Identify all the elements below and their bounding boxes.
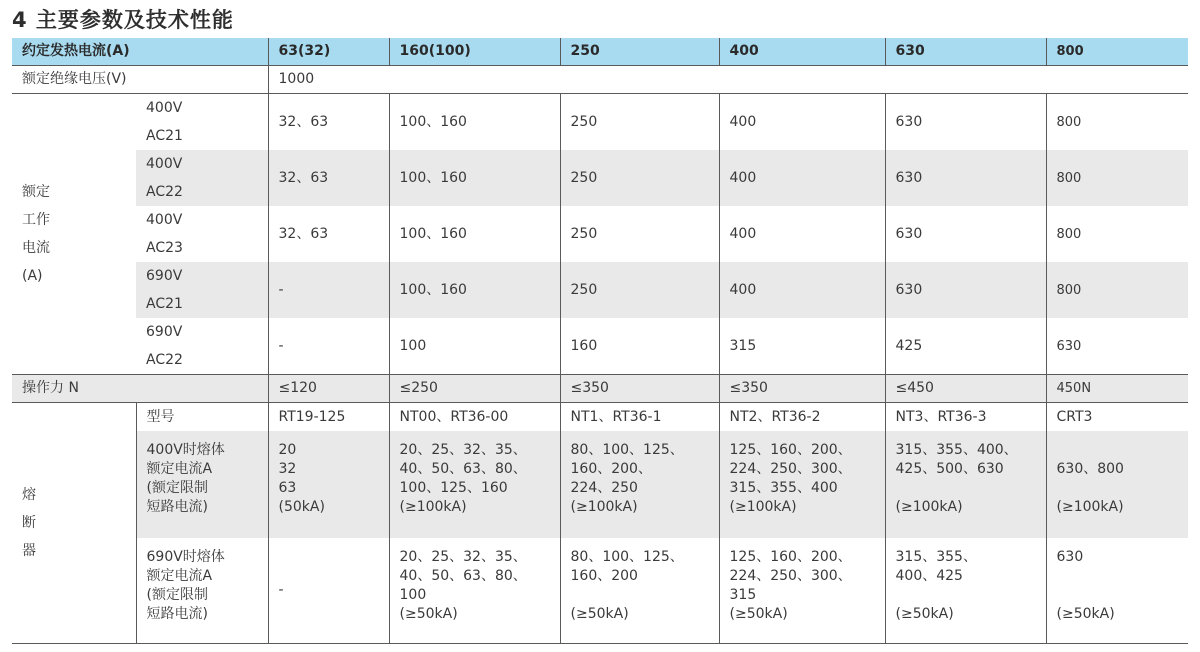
sub-label: 690V AC21	[136, 262, 268, 318]
table-cell: 160	[560, 318, 719, 375]
table-cell: 250	[560, 94, 719, 151]
table-cell: 450N	[1046, 375, 1188, 403]
table-row	[12, 431, 1188, 538]
table-cell: 100	[389, 318, 560, 375]
table-cell: -	[268, 538, 389, 644]
table-cell: 630	[885, 206, 1046, 262]
fuse-label: 熔 断 器	[12, 403, 136, 644]
parameters-table	[12, 38, 1188, 644]
table-row	[12, 375, 1188, 403]
table-cell: 800	[1046, 150, 1188, 206]
table-cell: 400	[719, 94, 885, 151]
table-cell: 425	[885, 318, 1046, 375]
operating-force-label: 操作力 N	[12, 375, 268, 403]
table-row	[12, 318, 1188, 375]
table-header-row	[12, 38, 1188, 66]
table-cell: 100、160	[389, 206, 560, 262]
table-cell: ≤350	[719, 375, 885, 403]
table-cell: 630	[1046, 318, 1188, 375]
table-cell: 32、63	[268, 206, 389, 262]
header-label: 约定发热电流(A)	[12, 38, 268, 66]
sub-label: 400V AC23	[146, 212, 183, 256]
table-cell: 630	[885, 150, 1046, 206]
insulation-value: 1000	[268, 66, 1188, 94]
table-cell: 315、355、 400、425 (≥50kA)	[885, 538, 1046, 644]
insulation-label: 额定绝缘电压(V)	[12, 66, 268, 94]
table-cell: 315、355、400、 425、500、630 (≥100kA)	[885, 431, 1046, 538]
table-row	[12, 206, 1188, 262]
section-title: 4 主要参数及技术性能	[12, 8, 234, 32]
table-cell: ≤350	[560, 375, 719, 403]
table-row	[12, 262, 1188, 318]
table-cell: 630	[885, 262, 1046, 318]
header-col: 63(32)	[268, 38, 389, 66]
table-cell: ≤250	[389, 375, 560, 403]
table-row	[12, 150, 1188, 206]
fuse-690-label: 690V时熔体 额定电流A (额定限制 短路电流)	[136, 538, 268, 644]
table-cell: 80、100、125、 160、200 (≥50kA)	[560, 538, 719, 644]
header-col: 400	[719, 38, 885, 66]
table-cell: CRT3	[1046, 403, 1188, 432]
fuse-400-label: 400V时熔体 额定电流A (额定限制 短路电流)	[136, 431, 268, 538]
table-cell: 315	[719, 318, 885, 375]
table-cell: 100、160	[389, 150, 560, 206]
fuse-model-label: 型号	[136, 403, 268, 432]
table-cell: 400	[719, 206, 885, 262]
table-cell: RT19-125	[268, 403, 389, 432]
table-cell: NT2、RT36-2	[719, 403, 885, 432]
table-cell: 20、25、32、35、 40、50、63、80、 100、125、160 (≥100kA)	[389, 431, 560, 538]
sub-label: 400V AC22	[136, 150, 268, 206]
table-cell: 250	[560, 206, 719, 262]
table-cell: NT1、RT36-1	[560, 403, 719, 432]
table-row	[12, 94, 1188, 151]
working-current-label: 额定 工作 电流 (A)	[12, 94, 136, 375]
table-cell: 100、160	[389, 262, 560, 318]
header-col: 630	[885, 38, 1046, 66]
table-cell: 100、160	[389, 94, 560, 151]
table-cell: 800	[1046, 94, 1188, 151]
table-cell: 250	[560, 150, 719, 206]
table-cell: ≤120	[268, 375, 389, 403]
table-cell: 125、160、200、 224、250、300、 315 (≥50kA)	[719, 538, 885, 644]
table-cell: 400	[719, 150, 885, 206]
table-cell: 32、63	[268, 150, 389, 206]
table-cell: NT3、RT36-3	[885, 403, 1046, 432]
header-col: 250	[560, 38, 719, 66]
table-cell: 32、63	[268, 94, 389, 151]
table-row	[12, 66, 1188, 94]
table-cell: 630	[885, 94, 1046, 151]
table-cell: 630 (≥50kA)	[1046, 538, 1188, 644]
table-cell: 80、100、125、 160、200、 224、250 (≥100kA)	[560, 431, 719, 538]
sub-label: 400V AC21	[146, 100, 183, 144]
header-col: 800	[1046, 38, 1188, 66]
table-cell: 400	[719, 262, 885, 318]
table-cell: 20、25、32、35、 40、50、63、80、 100 (≥50kA)	[389, 538, 560, 644]
table-cell: ≤450	[885, 375, 1046, 403]
sub-label: 690V AC22	[146, 324, 183, 368]
table-cell: -	[268, 262, 389, 318]
table-cell: 630、800 (≥100kA)	[1046, 431, 1188, 538]
table-row	[12, 403, 1188, 432]
header-col: 160(100)	[389, 38, 560, 66]
table-cell: 800	[1046, 262, 1188, 318]
table-cell: 125、160、200、 224、250、300、 315、355、400 (≥100kA)	[719, 431, 885, 538]
table-cell: 250	[560, 262, 719, 318]
table-cell: -	[268, 318, 389, 375]
table-cell: 800	[1046, 206, 1188, 262]
table-cell: 20 32 63 (50kA)	[268, 431, 389, 538]
table-row	[12, 538, 1188, 644]
table-cell: NT00、RT36-00	[389, 403, 560, 432]
